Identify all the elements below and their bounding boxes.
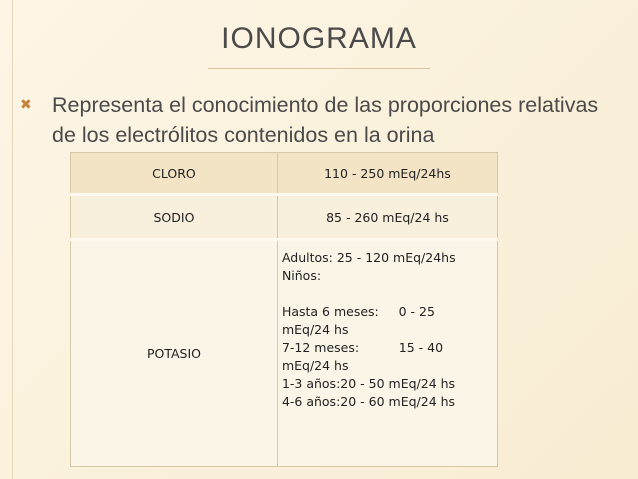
x-shaped-bullet-icon: ✖ (20, 96, 32, 112)
potasio-values (277, 240, 497, 467)
slide-title: IONOGRAMA (221, 22, 417, 55)
potasio-line: 1-3 años:20 - 50 mEq/24 hs (281, 376, 456, 391)
row-label: CLORO (71, 153, 278, 195)
potasio-line: mEq/24 hs (281, 322, 349, 337)
potasio-line: Niños: (281, 268, 322, 283)
left-border-line (12, 0, 13, 479)
table-row-cloro (71, 153, 498, 195)
potasio-line: mEq/24 hs (281, 358, 349, 373)
ionograma-table (70, 152, 498, 467)
potasio-line: Hasta 6 meses: 0 - 25 (281, 304, 435, 319)
potasio-line: Adultos: 25 - 120 mEq/24hs (281, 250, 456, 265)
potasio-line (282, 285, 497, 303)
potasio-line: 7-12 meses: 15 - 40 (281, 340, 444, 355)
bullet-text: Representa el conocimiento de las proporciones relativas de los electrólitos contenidos en la orina (52, 93, 599, 147)
title-underline (208, 68, 430, 69)
table-row-potasio (71, 240, 498, 467)
row-label: POTASIO (71, 240, 278, 467)
potasio-line: 4-6 años:20 - 60 mEq/24 hs (281, 394, 456, 409)
row-value: 110 - 250 mEq/24hs (277, 153, 497, 195)
table-row-sodio (71, 195, 498, 240)
row-value: 85 - 260 mEq/24 hs (277, 195, 497, 240)
row-label: SODIO (71, 195, 278, 240)
